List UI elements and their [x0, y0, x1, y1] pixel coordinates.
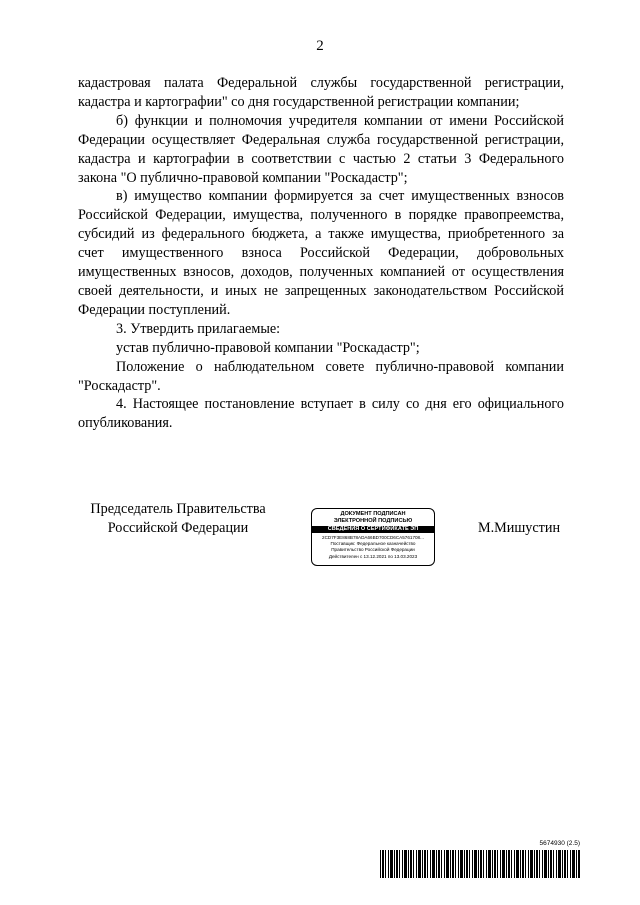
stamp-issuer-line1: Поставщик: Федеральное казначейство [330, 541, 416, 547]
paragraph-charter: устав публично-правовой компании "Роскадастр"; [116, 339, 420, 356]
stamp-issuer-line2: Правительство Российской Федерации [331, 547, 415, 553]
signer-name: М.Мишустин [478, 520, 561, 536]
barcode-caption: 5674930 (2.5) [539, 840, 580, 847]
barcode-area [380, 840, 580, 890]
paragraph-clause-3: 3. Утвердить прилагаемые: [116, 320, 281, 337]
signer-title [78, 500, 278, 538]
paragraph-item-v: в) имущество компании формируется за счет имущественных взносов Российской Федерации, имущества, полученного в порядке правопреемства, субсидий из федерального бюджета, а также имущества, приобретенного за счет имущественного взноса Российской Федерации, добровольных имущественных взносов, доходов, полученных компанией от осуществления своей деятельности, и иных не запрещенных законодательством Российской Федерации поступлений. [78, 188, 564, 318]
stamp-validity: Действителен с 13.12.2021 по 13.03.2023 [328, 553, 418, 559]
signer-title-line2: Российской Федерации [107, 519, 249, 536]
stamp-serial: 2CD7F3E868B78ADA66BD700CD6CA5761708... [322, 535, 424, 540]
paragraph-clause-4: 4. Настоящее постановление вступает в силу со дня его официального опубликования. [78, 396, 564, 432]
paragraph-regulation: Положение о наблюдательном совете публично-правовой компании "Роскадастр". [78, 358, 564, 394]
signer-title-line1: Председатель Правительства [90, 501, 266, 517]
barcode-icon [380, 850, 580, 878]
page-number: 2 [316, 38, 324, 54]
stamp-band: СВЕДЕНИЯ О СЕРТИФИКАТЕ ЭП [312, 526, 434, 533]
stamp-line1: ДОКУМЕНТ ПОДПИСАН [340, 511, 406, 517]
electronic-signature-stamp [311, 508, 435, 566]
stamp-line2: ЭЛЕКТРОННОЙ ПОДПИСЬЮ [333, 518, 413, 524]
signature-block [0, 500, 640, 580]
document-body [78, 74, 564, 433]
paragraph-item-b: б) функции и полномочия учредителя компании от имени Российской Федерации осуществляет Федеральная служба государственной регистрации, кадастра и картографии в соответствии с частью 2 статьи 3 Федерального закона "О публично-правовой компании "Роскадастр"; [78, 112, 564, 186]
paragraph-continuation: кадастровая палата Федеральной службы государственной регистрации, кадастра и картографии" со дня государственной регистрации компании; [78, 75, 564, 110]
